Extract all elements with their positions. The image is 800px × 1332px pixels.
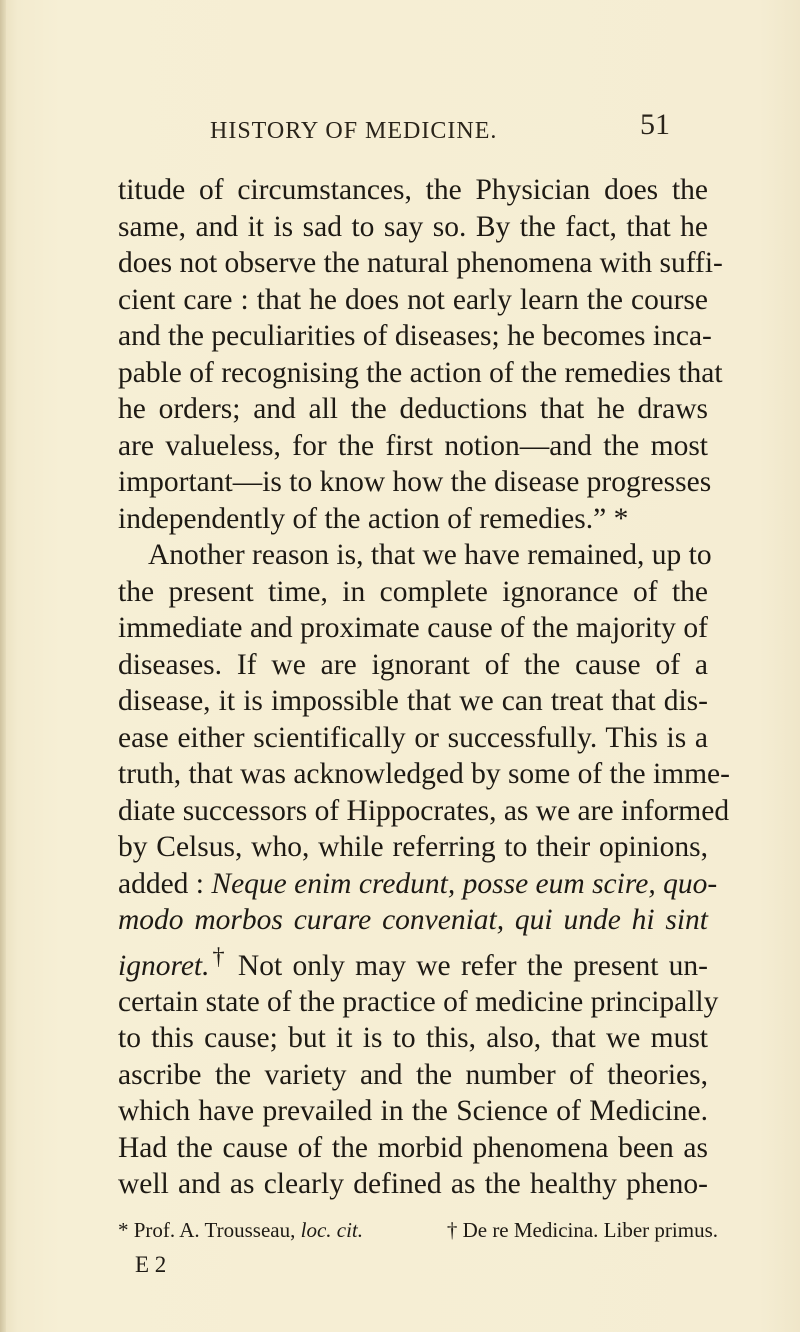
text-line: diseases. If we are ignorant of the cause of a [118,648,708,681]
text-line: ease either scientifically or successfully. This is a [118,721,708,754]
text-line: which have prevailed in the Science of Medicine. [118,1095,708,1128]
text-line: truth, that was acknowledged by some of the imme- [118,758,730,790]
text-line: does not observe the natural phenomena with suffi- [118,247,723,279]
body-text [118,172,730,1203]
footnotes [118,1218,718,1243]
footnote-italic: loc. cit. [300,1218,364,1242]
text-line: pable of recognising the action of the remedies that [118,356,723,389]
text-line: independently of the action of remedies.” * [118,502,629,535]
text-line [118,866,718,903]
signature-mark: E 2 [135,1252,167,1277]
text-line: by Celsus, who, while referring to their opinions, [118,831,708,863]
text-line: ascribe the variety and the number of theories, [118,1058,708,1091]
footnote-mark: † [209,942,228,970]
footnote-celsus: † De re Medicina. Liber primus. [446,1218,718,1242]
text-line: immediate and proximate cause of the majority of [118,612,708,644]
running-title: HISTORY OF MEDICINE. [210,118,498,144]
latin-quote: modo morbos curare conveniat, qui unde hi sint [118,904,708,936]
footnote-text: * Prof. A. Trousseau, [118,1218,301,1242]
paragraph-start-line: Another reason is, that we have remained, up to [148,539,712,571]
text-line: titude of circumstances, the Physician does the [118,174,708,206]
text-line: to this cause; but it is to this, also, that we must [118,1022,708,1055]
text-line: cient care : that he does not early learn the course [118,283,708,316]
text-line [118,939,708,984]
text-line: the present time, in complete ignorance of the [118,575,708,608]
text-line: important—is to know how the disease progresses [118,466,712,498]
text-line: certain state of the practice of medicine principally [118,985,719,1018]
text-run: added : [118,867,212,900]
latin-quote: ignoret. [118,949,210,982]
text-run: Not only may we refer the present un- [227,949,709,982]
text-line: and the peculiarities of diseases; he becomes inca- [118,320,712,352]
text-line: he orders; and all the deductions that he draws [118,393,708,425]
text-line [118,902,708,939]
text-line: disease, it is impossible that we can treat that dis- [118,685,708,717]
text-line: are valueless, for the first notion—and the most [118,429,708,462]
text-line: same, and it is sad to say so. By the fact, that he [118,210,708,243]
page-number: 51 [640,108,670,141]
text-line: Had the cause of the morbid phenomena been as [118,1131,708,1164]
latin-quote: Neque enim credunt, posse eum scire, quo- [211,867,718,900]
page-spine-shadow [0,0,6,1332]
footnote-trousseau [118,1218,363,1243]
text-line: well and as clearly defined as the healthy pheno- [118,1168,708,1201]
text-line: diate successors of Hippocrates, as we are informed [118,794,730,827]
